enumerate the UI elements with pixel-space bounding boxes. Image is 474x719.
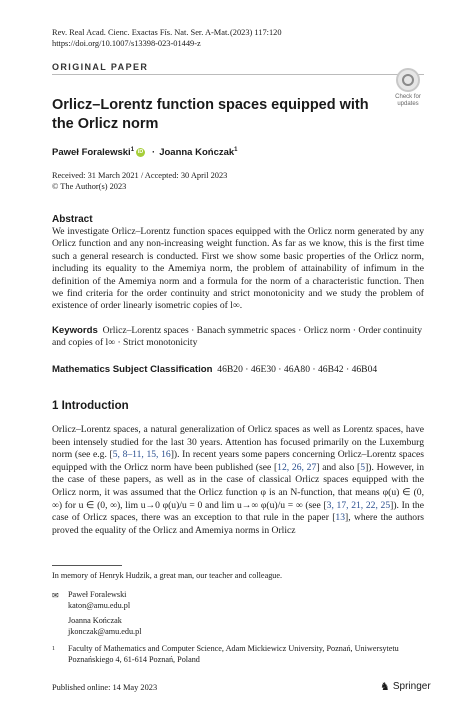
msc-label: Mathematics Subject Classification: [52, 364, 213, 375]
check-updates-label: Check for updates: [395, 94, 421, 107]
doi-link[interactable]: https://doi.org/10.1007/s13398-023-01449-z: [52, 39, 201, 48]
citation-link[interactable]: 13: [335, 512, 346, 524]
check-for-updates-button[interactable]: [388, 68, 428, 108]
volume-info: (2023) 117:120: [230, 28, 282, 37]
affiliation-number: 1: [52, 646, 55, 652]
footnote-divider: [52, 565, 122, 566]
orcid-icon[interactable]: iD: [137, 149, 144, 155]
springer-horse-icon: ♞: [380, 681, 390, 693]
check-updates-icon: [396, 68, 420, 92]
introduction-paragraph: Orlicz–Lorentz spaces, a natural generalization of Orlicz spaces as well as Lorentz spaces, have been intensely studied for the last 30 years. Attention has focused primarily on the Luxemburg norm (see e.g. [5, 8–11, 15, 16]). In recent years some papers concerning Orlicz–Lorentz spaces equipped with the Orlicz norm have been published (see [12, 26, 27] and also [5]). However, in the case of these papers, as well as in the case of classical Orlicz spaces equipped with the Orlicz norm, it was assumed that the Orlicz function φ is an N-function, that means φ(u) ∈ (0, ∞) for u ∈ (0, ∞), lim u→0 φ(u)/u = 0 and lim u→∞ φ(u)/u = ∞ (see [3, 17, 21, 22, 25]). In the case of Orlicz spaces, there was an exception to that rule in the paper [13], where the authors proved the equality of the Orlicz and Amemiya norms in Orlicz: [52, 424, 425, 536]
published-date: Published online: 14 May 2023: [52, 683, 158, 692]
abstract-text: We investigate Orlicz–Lorentz function spaces equipped with the Orlicz norm generated by any Orlicz function and any non-increasing weight function. As far as we know, this is the first time such a general research is conducted. First we show some basic properties of the Orlicz norm, including its equality to the Amemiya norm, the problem of attainability of infimum in the definition of the Amemiya norm and a formula for the norm of a characteristic function. Then we find criteria for the order continuity and strict monotonicity and we study the problem of existence of order linearly isometric copies of l∞.: [52, 226, 424, 312]
contact-block: [68, 590, 130, 612]
citation-link[interactable]: 3, 17, 21, 22, 25: [326, 499, 391, 511]
citation-link[interactable]: 5, 8–11, 15, 16: [112, 449, 171, 461]
keywords-label: Keywords: [52, 325, 98, 336]
publisher-logo[interactable]: [380, 680, 431, 693]
affiliation-text: Faculty of Mathematics and Computer Science, Adam Mickiewicz University, Poznań, Uniwersytetu Poznańskiego 4, 61-614 Poznań, Poland: [68, 644, 399, 664]
author-list: [52, 147, 238, 158]
badge-divider: [52, 74, 424, 75]
dedication: In memory of Henryk Hudzik, a great man, our teacher and colleague.: [52, 571, 283, 580]
paper-title: Orlicz–Lorentz function spaces equipped with the Orlicz norm: [52, 97, 369, 132]
keywords-text: Orlicz–Lorentz spaces · Banach symmetric spaces · Orlicz norm · Order continuity and copies of l∞ · Strict monotonicity: [52, 325, 423, 349]
contact-name: Joanna Kończak: [68, 616, 122, 625]
article-type-badge: ORIGINAL PAPER: [52, 62, 149, 72]
keywords: [52, 325, 424, 350]
citation-link[interactable]: 5: [360, 461, 366, 473]
contact-email[interactable]: jkonczak@amu.edu.pl: [68, 626, 142, 636]
journal-name: Rev. Real Acad. Cienc. Exactas Fís. Nat. Ser. A-Mat.: [52, 28, 230, 37]
affiliation-marker: 1: [130, 146, 135, 153]
received-dates: Received: 31 March 2021 / Accepted: 30 April 2023: [52, 171, 228, 180]
author-name[interactable]: Paweł Foralewski: [52, 147, 131, 158]
author-name[interactable]: Joanna Kończak: [159, 147, 235, 158]
envelope-icon: ✉: [52, 591, 59, 600]
section-heading: 1 Introduction: [52, 400, 129, 412]
affiliation-marker: 1: [234, 146, 238, 153]
contact-block: [68, 616, 141, 638]
abstract-heading: Abstract: [52, 214, 93, 225]
contact-email[interactable]: katon@amu.edu.pl: [68, 600, 131, 610]
author-separator: ·: [152, 147, 156, 158]
citation-link[interactable]: 12, 26, 27: [277, 461, 317, 473]
subject-classification: [52, 364, 424, 375]
msc-codes: 46B20 · 46E30 · 46A80 · 46B42 · 46B04: [217, 364, 378, 375]
contact-name: Paweł Foralewski: [68, 590, 127, 599]
copyright-notice: © The Author(s) 2023: [52, 182, 127, 191]
publisher-name: Springer: [392, 681, 431, 692]
